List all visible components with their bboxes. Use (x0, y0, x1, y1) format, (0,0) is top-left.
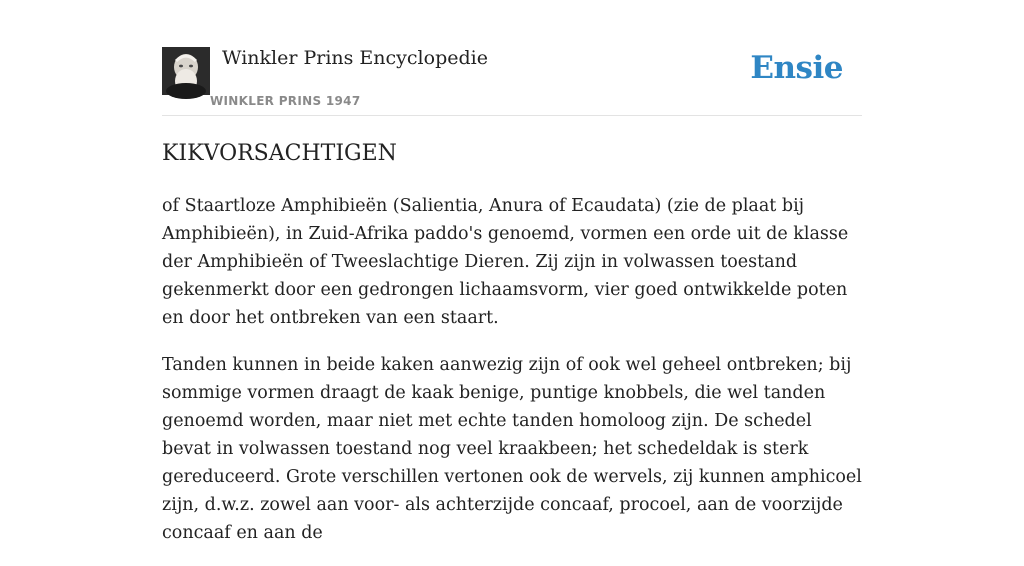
article-paragraph: of Staartloze Amphibieën (Salientia, Anura of Ecaudata) (zie de plaat bij Amphibieën), in Zuid-Afrika paddo's genoemd, vormen een orde uit de klasse der Amphibieën of Tweeslachtige Dieren. Zij zijn in volwassen toestand gekenmerkt door een gedrongen lichaamsvorm, vier goed ontwikkelde poten en door het ontbreken van een staart. (162, 196, 849, 328)
content-column (162, 0, 862, 543)
article-paragraph: Tanden kunnen in beide kaken aanwezig zijn of ook wel geheel ontbreken; bij sommige vormen draagt de kaak benige, puntige knobbels, die wel tanden genoemd worden, maar niet met echte tanden homoloog zijn. De schedel bevat in volwassen toestand nog veel kraakbeen; het schedeldak is sterk gereduceerd. Grote verschillen vertonen ook de wervels, zij kunnen amphicoel zijn, d.w.z. zowel aan voor- als achterzijde concaaf, procoel, aan de voorzijde concaaf en aan de (162, 355, 862, 543)
source-header (162, 0, 862, 116)
source-edition: WINKLER PRINS 1947 (210, 94, 361, 108)
brand-logo[interactable]: Ensie (750, 50, 843, 86)
article-body (162, 192, 862, 566)
portrait-icon (162, 47, 210, 95)
avatar[interactable] (162, 47, 210, 95)
article-title: KIKVORSACHTIGEN (162, 141, 397, 166)
source-title[interactable]: Winkler Prins Encyclopedie (222, 47, 488, 69)
